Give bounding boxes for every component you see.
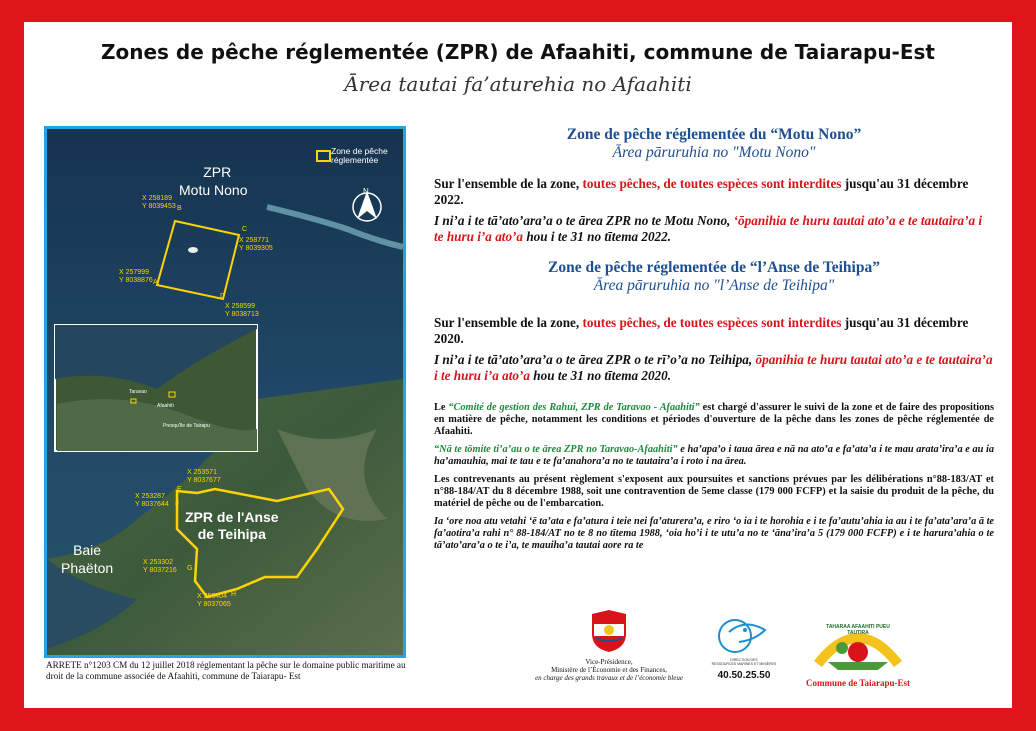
coord-a-y: Y 8038876 [119,277,153,284]
regulation-text [434,126,994,552]
anse-ta-1: I ni’a i te tā’ato’ara’a o te ārea ZPR o te rī’o’a no Teihipa, [434,352,756,367]
motu-subtitle: Ārea pāruruhia no "Motu Nono" [612,144,816,161]
coord-h-y: Y 8037065 [197,601,231,608]
legend-text-1: Zone de pêche [331,146,388,156]
bay-label-line1: Baie [73,542,102,558]
info-p1-2: est chargé d'assurer le suivi de la zone et de faire des propositions en matière de pêche, notamment les conditions et périodes d'ouverture de la pêche dans les zones de pêche réglementée de Afaahiti. [434,402,995,437]
inset-label-presquile: Presqu'île de Tairapu [163,423,210,429]
commune-logo [802,618,914,688]
zpr2-label-line2: de Teihipa [197,526,266,542]
inset-label-taravao: Taravao [129,389,147,395]
motu-tahitian-text [434,213,994,245]
drm-line2: RESSOURCES MARINES ET MINIÈRES [711,662,777,666]
coord-e [187,469,221,485]
coord-d-y: Y 8038713 [225,311,259,318]
anse-ta-red: ōpanihia te huru tautai ato’a e te tautaira’a i te huru i’a ato’a [434,352,993,383]
motu-fr-red: toutes pêches, de toutes espèces sont interdites [582,176,842,191]
info-tomite [434,444,994,468]
zpr1-map-label [179,163,248,199]
coord-b-y: Y 8039453 [142,203,176,210]
coord-g [143,559,177,575]
coord-c [239,237,273,253]
legend-text-2: réglementée [331,155,379,165]
motu-ta-1: I ni’a i te tā’ato’ara’a o te ārea ZPR no te Motu Nono, [434,213,734,228]
coord-d [225,303,259,319]
anse-fr-1: Sur l'ensemble de la zone, [434,315,583,330]
motu-fr-2: jusqu'au 31 décembre 2022. [434,176,969,207]
anse-title: Zone de pêche réglementée de “l’Anse de Teihipa” [548,259,880,276]
info-sanctions-ta: Ia ‘ore noa atu vetahi ‘ē ta’ata e fa’atura i teie nei fa’aturera’a, e riro ‘o ia i te horohia e i te fa’autu’ahia ia au i te fa’ata’ara’a ā te fa’aotira’a rahi n° 88-184/AT no te 8 no tītema 1988, ‘oia ho’i i te utu’a no te ‘āna’ira’a 5 (179 000 FCFP) e i te harura’ahia o te tā’ato’ara’a o te i’a, te mauiha’a tautai aore ra te [434,516,994,551]
info-p2-green: “Nā te tōmite ti’a’au o te ārea ZPR no Taravao-Afaahiti” [434,444,678,455]
notice-panel [24,22,1012,708]
point-g: G [187,565,193,572]
section-anse-teihipa [434,259,994,384]
north-label: N [363,187,369,196]
polynesia-emblem-icon [588,608,630,654]
inset-label-afaahiti: Afaahiti [157,403,174,409]
commune-arc-text: TAHARAA AFAAHITI PUEU TAUTIRA [826,624,890,636]
point-f: F [175,501,180,508]
motu-fr-1: Sur l'ensemble de la zone, [434,176,583,191]
satellite-map [44,126,406,658]
page-subtitle: Ārea tautai fa’aturehia no Afaahiti [344,72,692,96]
coord-e-y: Y 8037677 [187,477,221,484]
coord-f-y: Y 8037644 [135,501,169,508]
info-sanctions-fr: Les contrevenants au présent règlement s'exposent aux poursuites et sanctions prévues par les délibérations n°88-183/AT et n°88-184/AT du 8 décembre 1988, soit une contravention de 5eme classe (179 000 FCFP) et la saisie du produit de la pêche, du matériel de pêche ou de l'embarcation. [434,474,994,509]
anse-french-text [434,315,994,347]
drm-line1: DIRECTION DES [730,658,758,662]
page-title: Zones de pêche réglementée (ZPR) de Afaahiti, commune de Taiarapu-Est [101,40,935,64]
info-p2-2: e ha’apa’o i taua ārea e nā na ato’a e fa’ata’a i te mau arata’ira’a e au ia ha’amauhia, mai te tau e te fa’anahora’a no te tautaira’a i roto i na ārea. [434,444,994,467]
anse-subtitle: Ārea pāruruhia no "l’Anse de Teihipa" [593,277,835,294]
decree-caption: ARRETE n°1203 CM du 12 juillet 2018 réglementant la pêche sur le domaine public maritime au droit de la commune associée de Afaahiti, commune de Taiarapu- Est [46,660,406,681]
map-legend [331,147,388,165]
vice-presidence-logo [524,608,694,682]
coord-h [197,593,231,609]
coord-d-x: X 258599 [225,303,255,310]
zpr2-map-label [185,509,279,543]
section-motu-nono [434,126,994,245]
zpr1-label-line2: Motu Nono [179,182,248,198]
coord-b-x: X 258189 [142,195,172,202]
commune-name: Commune de Taiarapu-Est [805,678,911,688]
bay-label-line2: Phaëton [61,560,114,576]
vp-line3: en charge des grands travaux et de l’économie bleue [535,674,683,682]
drmm-logo [704,614,784,681]
anse-tahitian-text [434,352,994,384]
zpr2-label-line1: ZPR de l'Anse [185,509,279,525]
vp-line2: Ministère de l’Économie et des Finances, [551,666,667,674]
point-d: D [220,293,226,300]
info-p1-1: Le [434,402,449,413]
coord-a-x: X 257999 [119,269,149,276]
coord-b [142,195,176,211]
coord-f [135,493,169,509]
motu-ta-red: ‘ōpanihia te huru tautai ato’a e te tautaira’a i te huru i’a ato’a [434,213,983,244]
point-c: C [242,226,248,233]
fish-logo-icon [715,614,773,654]
bay-label [61,541,113,577]
coord-g-y: Y 8037216 [143,567,177,574]
coord-g-x: X 253302 [143,559,173,566]
coord-e-x: X 253571 [187,469,217,476]
point-e: E [177,486,182,493]
point-b: B [177,205,182,212]
motu-french-text [434,176,994,208]
zpr1-label-line1: ZPR [203,164,232,180]
anse-fr-2: jusqu'au 31 décembre 2020. [434,315,969,346]
point-h: H [231,591,237,598]
coord-h-x: X 253404 [197,593,227,600]
point-a: A [153,279,158,286]
motu-nono-islet [188,247,198,253]
anse-fr-red: toutes pêches, de toutes espèces sont interdites [582,315,842,330]
info-committee [434,402,994,438]
coord-c-y: Y 8039305 [239,245,273,252]
coord-c-x: X 258771 [239,237,269,244]
phone-number: 40.50.25.50 [717,670,771,681]
info-p1-green: “Comité de gestion des Rahui, ZPR de Taravao - Afaahiti” [448,402,700,413]
motu-title: Zone de pêche réglementée du “Motu Nono” [566,126,862,143]
coord-a [119,269,153,285]
coord-f-x: X 253287 [135,493,165,500]
motu-ta-2: hou i te 31 no tītema 2022. [523,229,672,244]
anse-ta-2: hou te 31 no tītema 2020. [530,368,672,383]
vp-line1: Vice-Présidence, [585,658,633,666]
info-block [434,402,994,552]
